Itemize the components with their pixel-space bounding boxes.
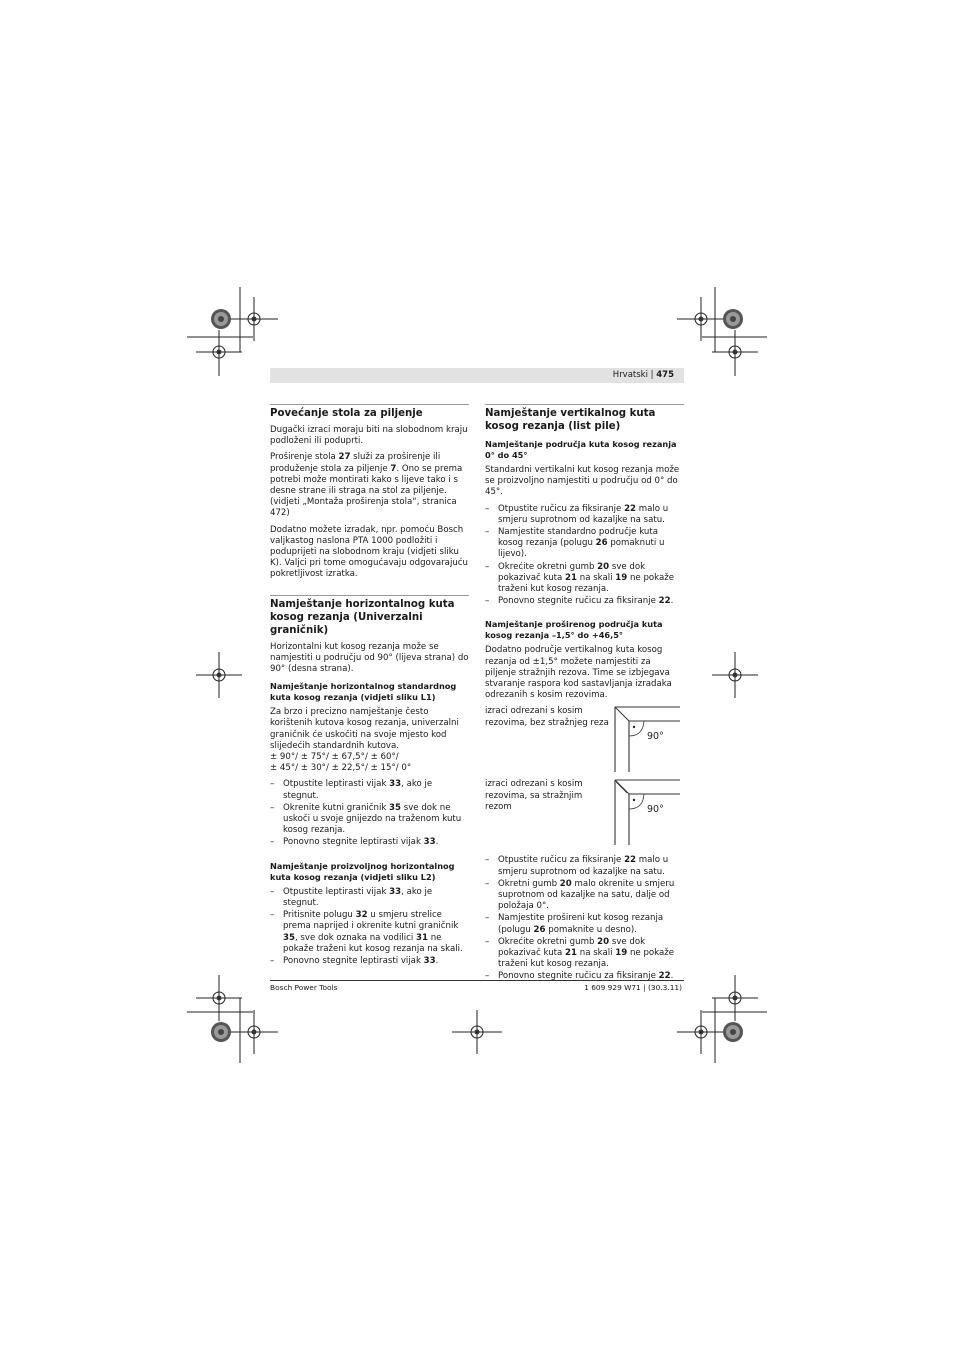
subsection-title-arbitrary-angle: Namještanje proizvoljnog horizontalnog kuta kosog rezanja (vidjeti sliku L2) [270, 860, 455, 882]
left-column [270, 404, 469, 972]
list-item: – Ponovno stegnite ručicu za fiksiranje 22. [485, 971, 684, 982]
list-item: – Okrenite kutni graničnik 35 sve dok ne uskoči u svoje gnijezdo na traženom kutu kosog rezanja. [270, 803, 469, 837]
page-header [613, 369, 674, 382]
angle-list-line: ± 90°/ ± 75°/ ± 67,5°/ ± 60°/ [270, 752, 399, 763]
angle-label: 90° [647, 731, 664, 743]
list-item: – Otpustite ručicu za fiksiranje 22 malo u smjeru suprotnom od kazaljke na satu. [485, 855, 684, 877]
paragraph: Standardni vertikalni kut kosog rezanja može se proizvoljno namjestiti u području od 0° do 45°. [485, 465, 680, 498]
section-title-horizontal-mitre: Namještanje horizontalnog kuta kosog rezanja (Univerzalni graničnik) [270, 595, 469, 637]
list-item: – Otpustite leptirasti vijak 33, ako je stegnut. [270, 779, 469, 801]
section-title-vertical-mitre: Namještanje vertikalnog kuta kosog rezanja (list pile) [485, 404, 684, 433]
paragraph: Za brzo i precizno namještanje često korištenih kutova kosog rezanja, univerzalni graničnik će uskočiti na svoje mjesto kod slijedećih standardnih kutova. [270, 707, 459, 751]
list-item: – Okrećite okretni gumb 20 sve dok pokazivač kuta 21 na skali 19 ne pokaže traženi kut kosog rezanja. [485, 562, 684, 596]
list-item: – Okretni gumb 20 malo okrenite u smjeru suprotnom od kazaljke na satu, dalje od položaja 0°. [485, 879, 684, 913]
right-column [485, 404, 684, 988]
section-title-table-extension: Povećanje stola za piljenje [270, 404, 469, 420]
figure-caption: izraci odrezani s kosim rezovima, sa stražnjim rezom [485, 779, 583, 812]
subsection-title-extended-range: Namještanje proširenog područja kuta kosog rezanja –1,5° do +46,5° [485, 619, 663, 641]
instruction-list [270, 779, 469, 848]
angle-label: 90° [647, 804, 664, 816]
figure-with-back-cut [485, 779, 684, 847]
list-item: – Otpustite leptirasti vijak 33, ako je stegnut. [270, 887, 469, 909]
list-item: – Pritisnite polugu 32 u smjeru strelice prema naprijed i okrenite kutni graničnik 35, sve dok oznaka na vodilici 31 ne pokaže traženi kut kosog rezanja na skali. [270, 910, 469, 955]
page-header-bar [270, 368, 684, 383]
list-item: – Otpustite ručicu za fiksiranje 22 malo u smjeru suprotnom od kazaljke na satu. [485, 504, 684, 526]
header-language: Hrvatski [612, 370, 648, 380]
figure-caption: izraci odrezani s kosim rezovima, bez stražnjeg reza [485, 706, 609, 728]
footer-brand: Bosch Power Tools [270, 983, 338, 992]
figure-without-back-cut [485, 706, 684, 774]
instruction-list [270, 887, 469, 967]
list-item: – Okrećite okretni gumb 20 sve dok pokazivač kuta 21 na skali 19 ne pokaže traženi kut kosog rezanja. [485, 937, 684, 971]
list-item: – Namjestite standardno područje kuta kosog rezanja (polugu 26 pomaknuti u lijevo). [485, 527, 684, 561]
paragraph: Dodatno područje vertikalnog kuta kosog rezanja od ±1,5° možete namjestiti za piljenje stražnjih rezova. Time se izbjegava stvaranje raspora kod sastavljanja izradaka odrezanih s kosim rezovima. [485, 645, 672, 701]
angle-list-line: ± 45°/ ± 30°/ ± 22,5°/ ± 15°/ 0° [270, 763, 412, 774]
mitre-joint-diagram [613, 779, 683, 845]
instruction-list [485, 855, 684, 982]
instruction-list [485, 504, 684, 608]
paragraph: Proširenje stola 27 služi za proširenje ili produženje stola za piljenje 7. Ono se prema potrebi može montirati kako s lijeve tako i s desne strane ili straga na stol za piljenje. (vidjeti „Montaža proširenja stola“, stranica 472) [270, 452, 463, 519]
mitre-joint-diagram [613, 706, 683, 772]
list-item: – Ponovno stegnite leptirasti vijak 33. [270, 837, 469, 848]
footer-document-code: 1 609 929 W71 | (30.3.11) [584, 983, 682, 992]
paragraph: Horizontalni kut kosog rezanja može se namjestiti u području od 90° (lijeva strana) do 90° (desna strana). [270, 641, 469, 675]
page-number: 475 [656, 370, 674, 380]
footer-divider [270, 980, 684, 981]
list-item: – Ponovno stegnite leptirasti vijak 33. [270, 956, 469, 967]
list-item: – Namjestite prošireni kut kosog rezanja (polugu 26 pomaknite u desno). [485, 913, 684, 935]
subsection-title-standard-range: Namještanje područja kuta kosog rezanja 0° do 45° [485, 439, 677, 460]
subsection-title-standard-angle: Namještanje horizontalnog standardnog kuta kosog rezanja (vidjeti sliku L1) [270, 681, 457, 703]
list-item: – Ponovno stegnite ručicu za fiksiranje 22. [485, 596, 684, 607]
paragraph: Dodatno možete izradak, npr. pomoću Bosch valjkastog naslona PTA 1000 podložiti i poduprijeti na slobodnom kraju (vidjeti sliku K). Valjci pri tome omogućavaju odgovarajuću pokretljivost izratka. [270, 524, 468, 580]
paragraph: Dugački izraci moraju biti na slobodnom kraju podloženi ili poduprti. [270, 425, 468, 447]
header-separator: | [650, 370, 654, 380]
